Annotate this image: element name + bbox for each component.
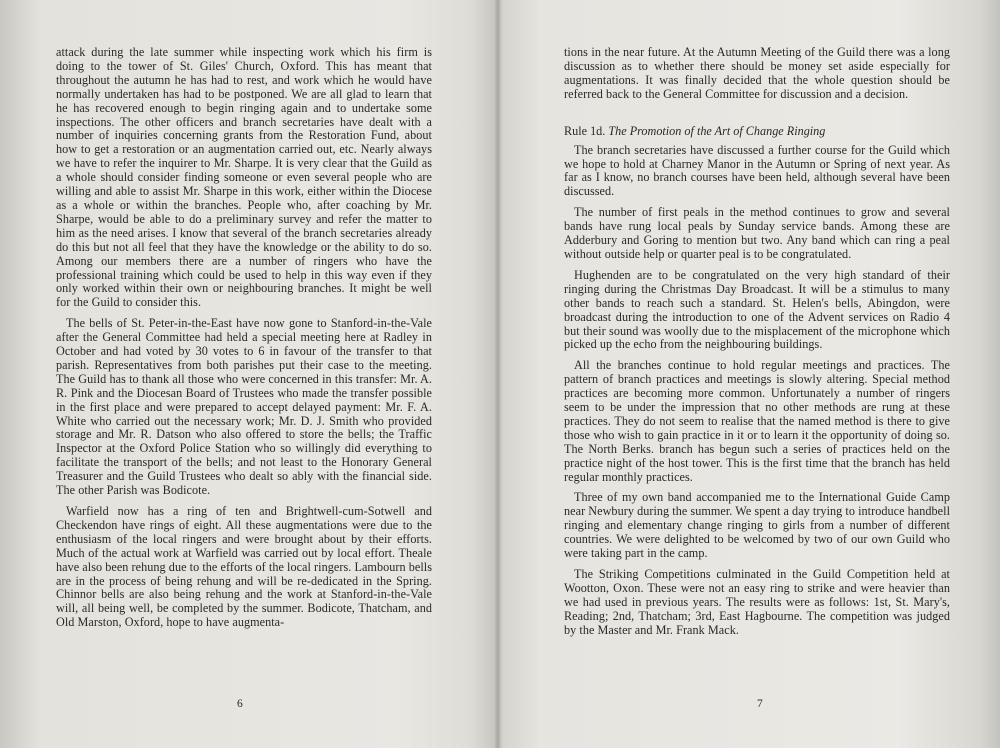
left-page-number: 6: [237, 698, 243, 710]
right-paragraph-2: The number of first peals in the method continues to grow and several bands have rung local peals by Sunday service bands. Among these are Adderbury and Goring to mention but two. Any band which can ring a peal without outside help or quarter peal is to be congratulated.: [564, 205, 950, 261]
right-paragraph-3: Hughenden are to be congratulated on the very high standard of their ringing during the Christmas Day Broadcast. It will be a stimulus to many other bands to reach such a standard. St. Helen's bells, Abingdon, were broadcast during the introduction to one of the Advent services on Radio 4 but their sound was woolly due to the misplacement of the microphone which picked up the echo from the neighbouring buildings.: [564, 267, 950, 352]
right-paragraph-4: All the branches continue to hold regular meetings and practices. The pattern of branch practices and meetings is slowly altering. Special method practices are becoming more common. Unfortunately a number of ringers seem to be under the impression that no other methods are rung at these practices. They do not seem to realise that the named method is there to give those who wish to gain practice in it or to learn it the opportunity of doing so. The North Berks. branch has begun such a series of practices held on the practice night of the host tower. This is the first time that the branch has held regular monthly practices.: [564, 358, 950, 484]
rule-label: Rule 1d.: [564, 123, 606, 138]
right-intro-paragraph: tions in the near future. At the Autumn Meeting of the Guild there was a long discussion as to whether there should be money set aside especially for augmentations. It was finally decided that the whole question should be referred back to the General Committee for discussion and a decision.: [564, 45, 950, 101]
left-page: [56, 46, 432, 630]
rule-title: The Promotion of the Art of Change Ringing: [608, 123, 826, 138]
right-paragraph-6: The Striking Competitions culminated in the Guild Competition held at Wootton, Oxon. These were not an easy ring to strike and were heavier than we had used in previous years. The results were as follows: 1st, St. Mary's, Reading; 2nd, Thatcham; 3rd, East Hagbourne. The competition was judged by the Master and Mr. Frank Mack.: [564, 567, 950, 637]
right-page-number: 7: [757, 698, 763, 710]
right-paragraph-5: Three of my own band accompanied me to the International Guide Camp near Newbury during the summer. We spent a day trying to introduce handbell ringing and elementary change ringing to girls from a number of different countries. We were delighted to be welcomed by two of our own Guild who were taking part in the camp.: [564, 490, 951, 561]
left-paragraph-2: The bells of St. Peter-in-the-East have now gone to Stanford-in-the-Vale after the General Committee had held a special meeting here at Radley in October and had voted by 30 votes to 6 in favour of the transfer to that parish. Representatives from both parishes put their case to the meeting. The Guild has to thank all those who were concerned in this transfer: Mr. A. R. Pink and the Diocesan Board of Trustees who made the transfer possible in the first place and were prepared to accept delayed payment: Mr. F. A. White who carried out the necessary work; Mr. D. J. Smith who provided storage and Mr. R. Datson who also offered to store the bells; the Traffic Inspector at the Oxford Police Station who so willingly did everything to facilitate the transport of the bells; and not least to the Honorary General Treasurer and the Guild Trustees who dealt so ably with the financial side. The other Parish was Bodicote.: [56, 316, 432, 498]
left-paragraph-1: attack during the late summer while inspecting work which his firm is doing to the tower of St. Giles' Church, Oxford. This has meant that throughout the autumn he has had to rest, and work which he would have normally undertaken has had to be postponed. We are all glad to learn that he has recovered enough to begin ringing again and to undertake some inspections. The other officers and branch secretaries have dealt with a number of inquiries concerning grants from the Restoration Fund, about how to get a restoration or an augmentation carried out, etc. Nearly always we have to refer the inquirer to Mr. Sharpe. It is very clear that the Guild as a whole should consider finding someone or even several people who are willing and able to assist Mr. Sharpe in this work, either within the Diocese as a whole or within the branches. People who, after coaching by Mr. Sharpe, would be able to do a preliminary survey and refer the matter to him as the need arises. I know that several of the branch secretaries already do this but not all feel that they have the knowledge or the ability to do so. Among our members there are a number of ringers who have the professional training which could be used to help in this way even if they only worked within their own or neighbouring branches. It might be well for the Guild to consider this.: [56, 45, 432, 310]
left-paragraph-3: Warfield now has a ring of ten and Brightwell-cum-Sotwell and Checkendon have rings of eight. All these augmentations were due to the enthusiasm of the local ringers and were brought about by their efforts. Much of the actual work at Warfield was carried out by local effort. Theale have also been rehung due to the efforts of the local ringers. Lambourn bells are in the process of being rehung and will be re-dedicated in the Spring. Chinnor bells are also being rehung and the work at Stanford-in-the-Vale will, all being well, be completed by the summer. Bodicote, Thatcham, and Old Marston, Oxford, hope to have augmenta-: [56, 504, 432, 630]
right-paragraph-1: The branch secretaries have discussed a further course for the Guild which we hope to hold at Charney Manor in the Autumn or Spring of next year. As far as I know, no branch courses have been held, although several have been discussed.: [564, 142, 950, 199]
book-gutter: [494, 0, 502, 748]
right-page: [564, 46, 950, 638]
rule-heading: [564, 124, 950, 138]
